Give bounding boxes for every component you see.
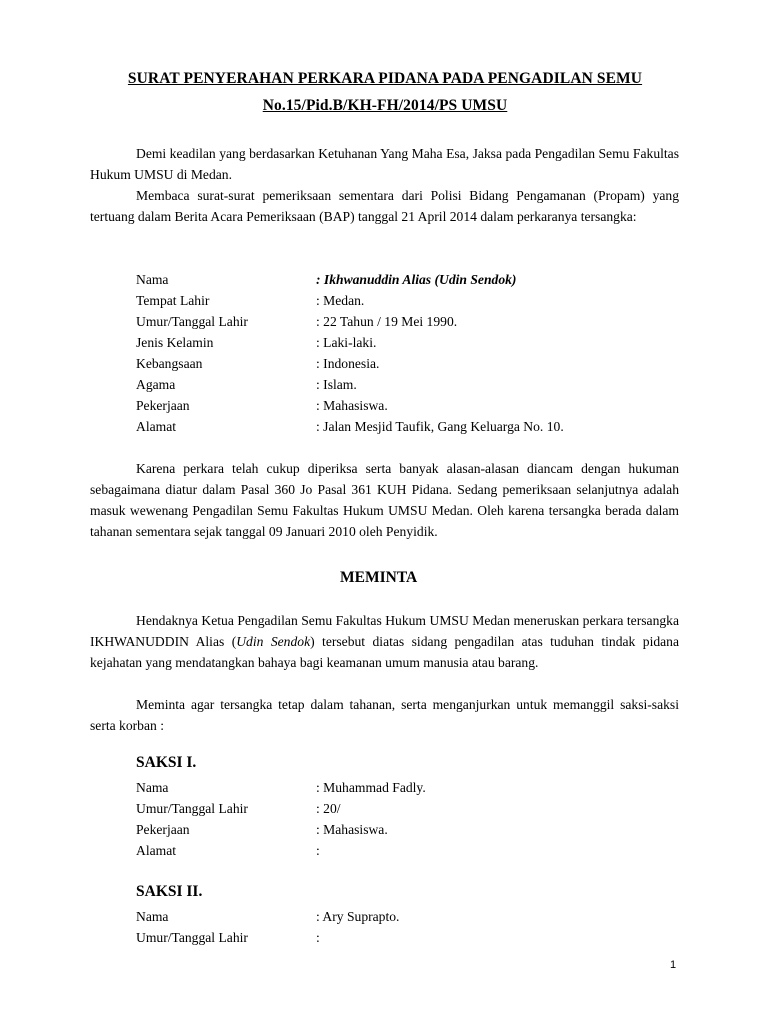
value: : 22 Tahun / 19 Mei 1990. (316, 314, 458, 329)
value: : Medan. (316, 293, 365, 308)
label: Alamat (136, 419, 177, 434)
saksi-1-age-row (136, 798, 696, 819)
label: Umur/Tanggal Lahir (136, 930, 248, 945)
suspect-name-row (136, 269, 696, 290)
suspect-address-row (136, 416, 696, 437)
suspect-religion-row (136, 374, 696, 395)
value: : Laki-laki. (316, 335, 377, 350)
value: : Muhammad Fadly. (316, 780, 426, 795)
saksi-2-name-row (136, 906, 696, 927)
saksi-2-heading: SAKSI II. (136, 883, 203, 900)
case-number: No.15/Pid.B/KH-FH/2014/PS UMSU (262, 97, 508, 114)
saksi-1-name-row (136, 777, 696, 798)
value: : Mahasiswa. (316, 822, 388, 837)
suspect-job-row (136, 395, 696, 416)
paragraph-opening: Demi keadilan yang berdasarkan Ketuhanan Yang Maha Esa, Jaksa pada Pengadilan Semu Fakultas Hukum UMSU di Medan. (90, 146, 679, 182)
label: Pekerjaan (136, 822, 190, 837)
page-number: 1 (670, 959, 677, 971)
label: Nama (136, 780, 169, 795)
value: : Islam. (316, 377, 357, 392)
label: Umur/Tanggal Lahir (136, 314, 248, 329)
value: : 20/ (316, 801, 341, 816)
label: Pekerjaan (136, 398, 190, 413)
paragraph-reason: Karena perkara telah cukup diperiksa serta banyak alasan-alasan diancam dengan hukuman sebagaimana diatur dalam Pasal 360 Jo Pasal 361 KUH Pidana. Sedang pemeriksaan selanjutnya adalah masuk wewenang Pengadilan Semu Fakultas Hukum UMSU Medan. Oleh karena tersangka berada dalam tahanan sementara sejak tanggal 09 Januari 2010 oleh Penyidik. (90, 461, 679, 539)
label: Kebangsaan (136, 356, 203, 371)
paragraph-witnesses: Meminta agar tersangka tetap dalam tahanan, serta menganjurkan untuk memanggil saksi-saksi serta korban : (90, 697, 679, 733)
suspect-age-row (136, 311, 696, 332)
request-text-a: Hendaknya Ketua Pengadilan Semu Fakultas Hukum UMSU Medan meneruskan perkara tersangka IKHWANUDDIN Alias ( (90, 613, 679, 649)
suspect-nationality-row (136, 353, 696, 374)
label: Nama (136, 272, 169, 287)
paragraph-request (90, 610, 679, 673)
document-title: SURAT PENYERAHAN PERKARA PIDANA PADA PENGADILAN SEMU (127, 70, 643, 87)
saksi-2-age-row (136, 927, 696, 948)
saksi-1-job-row (136, 819, 696, 840)
label: Nama (136, 909, 169, 924)
suspect-pob-row (136, 290, 696, 311)
label: Jenis Kelamin (136, 335, 214, 350)
request-alias-italic: Udin Sendok (236, 634, 311, 649)
value: : (316, 843, 320, 858)
meminta-heading: MEMINTA (340, 569, 418, 586)
label: Alamat (136, 843, 177, 858)
value: : Jalan Mesjid Taufik, Gang Keluarga No. 10. (316, 419, 564, 434)
value: : Ary Suprapto. (316, 909, 400, 924)
label: Umur/Tanggal Lahir (136, 801, 248, 816)
paragraph-bap: Membaca surat-surat pemeriksaan sementara dari Polisi Bidang Pengamanan (Propam) yang tertuang dalam Berita Acara Pemeriksaan (BAP) tanggal 21 April 2014 dalam perkaranya tersangka: (90, 188, 679, 224)
value: : Ikhwanuddin Alias (Udin Sendok) (316, 272, 517, 287)
value: : Indonesia. (316, 356, 380, 371)
saksi-1-address-row (136, 840, 696, 861)
label: Agama (136, 377, 176, 392)
request-text-b: ) tersebut diatas sidang pengadilan atas tuduhan tindak pidana kejahatan yang mendatangkan bahaya bagi keamanan umum manusia atau barang. (90, 634, 680, 670)
value: : (316, 930, 320, 945)
suspect-sex-row (136, 332, 696, 353)
value: : Mahasiswa. (316, 398, 388, 413)
saksi-1-heading: SAKSI I. (136, 754, 197, 771)
label: Tempat Lahir (136, 293, 210, 308)
